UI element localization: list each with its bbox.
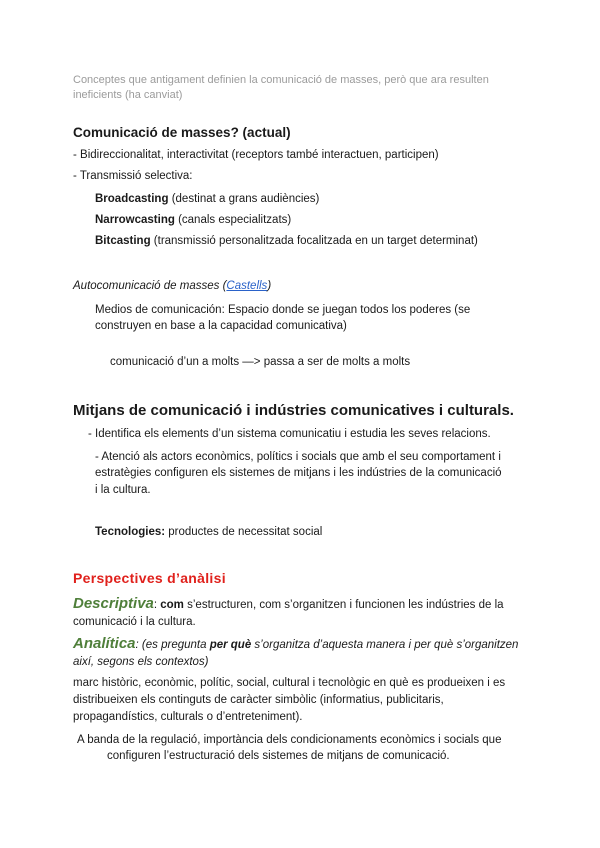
section2-bullet-2-line-1: - Atenció als actors econòmics, polítics i socials que amb el seu comportament i xyxy=(95,451,501,463)
marc-line-1: marc històric, econòmic, polític, social, cultural i tecnològic en què es produeixen i es xyxy=(73,677,506,689)
descriptiva-rest: s’estructuren, com s’organitzen i funcionen les indústries de la xyxy=(183,599,504,611)
section3-heading: Perspectives d’anàlisi xyxy=(73,570,226,586)
marc-line-2: distribueixen els continguts de caràcter simbòlic (informatius, publicitaris, xyxy=(73,694,444,706)
tecnologies-text: productes de necessitat social xyxy=(165,526,323,538)
analitica-line-1 xyxy=(73,635,518,654)
comunicacio-arrow-line: comunicació d’un a molts —> passa a ser de molts a molts xyxy=(110,356,411,368)
tecnologies-line xyxy=(95,524,322,541)
castells-link[interactable]: Castells xyxy=(226,280,268,292)
autocomunicacio-label: Autocomunicació de masses ( xyxy=(73,280,227,292)
analitica-colon: : xyxy=(135,639,142,651)
intro-line-1: Conceptes que antigament definien la comunicació de masses, però que ara resulten xyxy=(73,74,489,86)
analitica-p1: (es pregunta xyxy=(141,639,210,651)
descriptiva-colon: : xyxy=(153,599,161,611)
tecnologies-label: Tecnologies: xyxy=(95,526,166,538)
narrowcasting-term: Narrowcasting xyxy=(95,214,175,226)
autocomunicacio-close: ) xyxy=(267,280,272,292)
section1-heading: Comunicació de masses? (actual) xyxy=(73,125,291,140)
broadcasting-desc: (destinat a grans audiències) xyxy=(168,193,320,205)
narrowcasting-item xyxy=(95,212,291,229)
analitica-line-2: així, segons els contextos) xyxy=(73,656,209,668)
section2-heading: Mitjans de comunicació i indústries comunicatives i culturals. xyxy=(73,402,514,419)
bitcasting-item xyxy=(95,233,478,250)
narrowcasting-desc: (canals especialitzats) xyxy=(174,214,292,226)
autocomunicacio-line xyxy=(73,278,271,295)
section1-bullet-2: - Transmissió selectiva: xyxy=(73,170,193,182)
intro-line-2: ineficients (ha canviat) xyxy=(73,89,183,101)
bitcasting-desc: (transmissió personalitzada focalitzada en un target determinat) xyxy=(150,235,478,247)
descriptiva-line-2: comunicació i la cultura. xyxy=(73,616,196,628)
broadcasting-item xyxy=(95,191,319,208)
marc-line-3: propagandístics, culturals o d’entreteniment). xyxy=(73,711,303,723)
medios-line-2: construyen en base a la capacidad comunicativa) xyxy=(95,320,347,332)
section2-bullet-2-line-2: estratègies configuren els sistemes de mitjans i les indústries de la comunicació xyxy=(95,467,502,479)
medios-line-1: Medios de comunicación: Espacio donde se juegan todos los poderes (se xyxy=(95,304,471,316)
section1-bullet-1: - Bidireccionalitat, interactivitat (receptors també interactuen, participen) xyxy=(73,149,439,161)
bitcasting-term: Bitcasting xyxy=(95,235,151,247)
section2-bullet-2-line-3: i la cultura. xyxy=(95,484,151,496)
descriptiva-label: Descriptiva xyxy=(73,595,154,612)
analitica-label: Analítica xyxy=(73,635,136,652)
descriptiva-com: com xyxy=(160,599,184,611)
banda-line-1: A banda de la regulació, importància dels condicionaments econòmics i socials que xyxy=(77,734,502,746)
descriptiva-line-1 xyxy=(73,595,531,614)
section2-bullet-1: - Identifica els elements d’un sistema comunicatiu i estudia les seves relacions. xyxy=(88,428,491,440)
analitica-bold: per què xyxy=(209,639,252,651)
broadcasting-term: Broadcasting xyxy=(95,193,169,205)
banda-line-2: configuren l’estructuració dels sistemes de mitjans de comunicació. xyxy=(107,750,450,762)
analitica-p2: s’organitza d’aquesta manera i per què s’organitzen xyxy=(251,639,519,651)
